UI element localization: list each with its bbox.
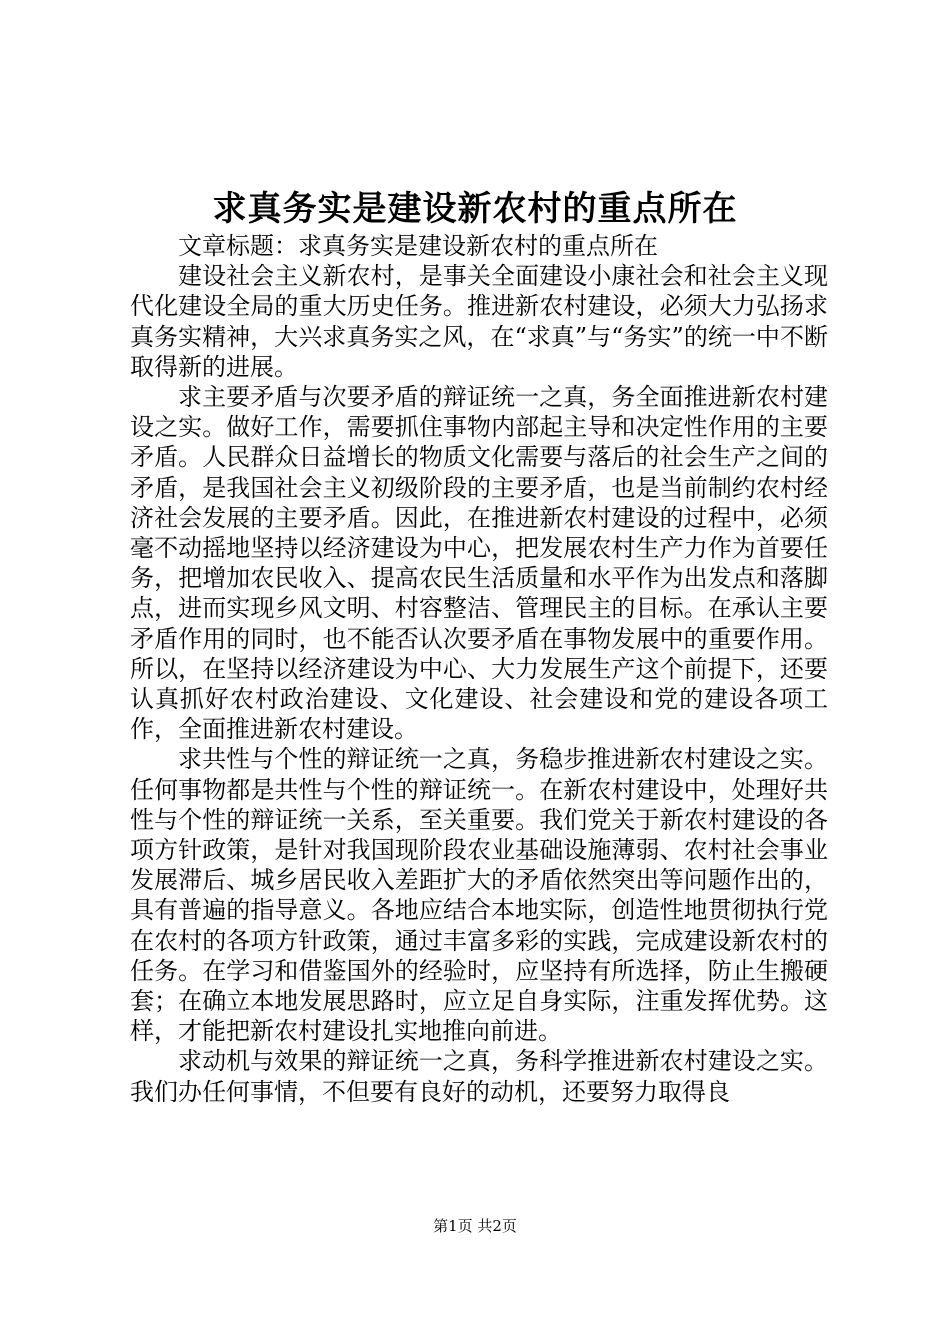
- paragraph-intro: 建设社会主义新农村，是事关全面建设小康社会和社会主义现代化建设全局的重大历史任务。推进新农村建设，必须大力弘扬求真务实精神，大兴求真务实之风，在“求真”与“务实”的统一中不断取得新的进展。: [130, 262, 828, 381]
- page-footer: 第1页 共2页: [433, 1217, 517, 1235]
- paragraph-main-contradiction: 求主要矛盾与次要矛盾的辩证统一之真，务全面推进新农村建设之实。做好工作，需要抓住事物内部起主导和决定性作用的主要矛盾。人民群众日益增长的物质文化需要与落后的社会生产之间的矛盾，是我国社会主义初级阶段的主要矛盾，也是当前制约农村经济社会发展的主要矛盾。因此，在推进新农村建设的过程中，必须毫不动摇地坚持以经济建设为中心，把发展农村生产力作为首要任务，把增加农民收入、提高农民生活质量和水平作为出发点和落脚点，进而实现乡风文明、村容整洁、管理民主的目标。在承认主要矛盾作用的同时，也不能否认次要矛盾在事物发展中的重要作用。所以，在坚持以经济建设为中心、大力发展生产这个前提下，还要认真抓好农村政治建设、文化建设、社会建设和党的建设各项工作，全面推进新农村建设。: [130, 383, 828, 744]
- document-body: [130, 231, 828, 1107]
- document-title: 求真务实是建设新农村的重点所在: [212, 189, 738, 229]
- paragraph-commonality-individuality: 求共性与个性的辩证统一之真，务稳步推进新农村建设之实。任何事物都是共性与个性的辩证统一。在新农村建设中，处理好共性与个性的辩证统一关系，至关重要。我们党关于新农村建设的各项方针政策，是针对我国现阶段农业基础设施薄弱、农村社会事业发展滞后、城乡居民收入差距扩大的矛盾依然突出等问题作出的，具有普遍的指导意义。各地应结合本地实际，创造性地贯彻执行党在农村的各项方针政策，通过丰富多彩的实践，完成建设新农村的任务。在学习和借鉴国外的经验时，应坚持有所选择，防止生搬硬套；在确立本地发展思路时，应立足自身实际，注重发挥优势。这样，才能把新农村建设扎实地推向前进。: [130, 745, 828, 1046]
- paragraph-article-title: 文章标题：求真务实是建设新农村的重点所在: [178, 232, 658, 260]
- paragraph-motive-effect: 求动机与效果的辩证统一之真，务科学推进新农村建设之实。我们办任何事情，不但要有良好的动机，还要努力取得良: [130, 1047, 828, 1106]
